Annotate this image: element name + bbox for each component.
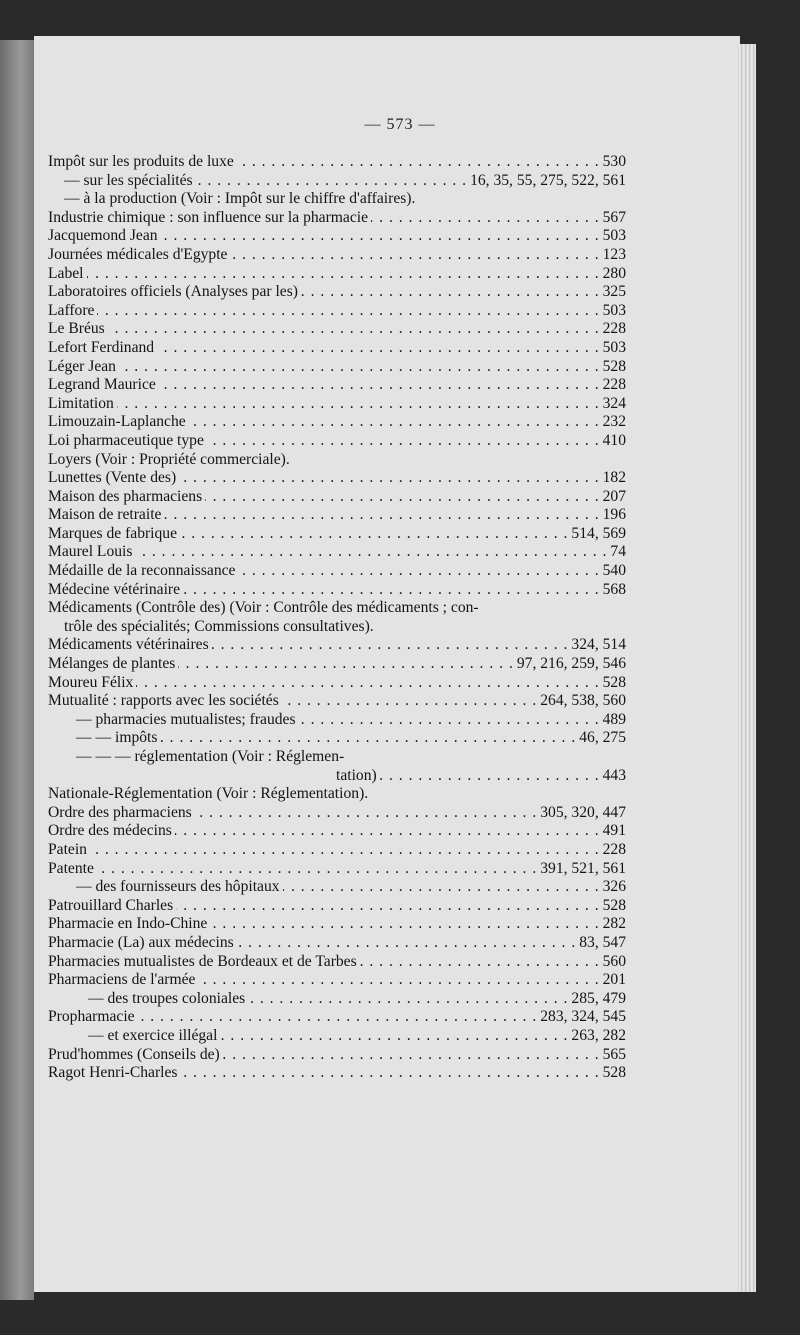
index-entry-text: — pharmacies mutualistes; fraudes — [76, 710, 296, 728]
index-entry — [48, 506, 626, 525]
index-list — [48, 153, 626, 1083]
index-entry — [48, 432, 626, 451]
index-entry — [48, 1046, 626, 1065]
dot-leader — [179, 469, 599, 488]
dot-leader — [189, 413, 600, 432]
dot-leader — [380, 767, 600, 786]
index-entry-text: Lunettes (Vente des) — [48, 469, 177, 487]
index-entry — [48, 1027, 626, 1046]
index-entry-text: Impôt sur les produits de luxe — [48, 153, 234, 170]
index-entry-text: Limitation — [48, 394, 114, 412]
index-entry-text: Industrie chimique : son influence sur la pharmacie — [48, 208, 368, 226]
index-entry-text: Médecine vétérinaire — [48, 580, 181, 598]
index-entry-pages: 123 — [602, 245, 626, 263]
index-entry — [48, 711, 626, 730]
dot-leader — [248, 990, 568, 1009]
index-entry — [48, 283, 626, 302]
index-entry-pages: 207 — [602, 487, 626, 505]
index-entry — [48, 525, 626, 544]
index-entry — [48, 674, 626, 693]
index-entry-pages: 528 — [602, 357, 626, 375]
dot-leader — [180, 525, 568, 544]
index-entry-text: Patrouillard Charles — [48, 896, 174, 914]
index-entry-pages: 528 — [602, 673, 626, 691]
dot-leader — [138, 1008, 538, 1027]
dot-leader — [198, 971, 599, 990]
dot-leader — [136, 674, 599, 693]
index-entry-pages: 283, 324, 545 — [540, 1008, 626, 1026]
index-entry — [48, 1064, 626, 1083]
index-entry-pages: 528 — [602, 896, 626, 914]
dot-leader — [183, 581, 600, 600]
index-entry-text: tation) — [336, 766, 377, 784]
dot-leader — [159, 376, 600, 395]
index-entry-text: — et exercice illégal — [88, 1026, 218, 1044]
index-entry — [48, 971, 626, 990]
index-entry-text: Journées médicales d'Egypte — [48, 245, 228, 263]
dot-leader — [283, 878, 600, 897]
index-entry — [48, 822, 626, 841]
index-entry-pages: 560 — [602, 952, 626, 970]
dot-leader — [90, 841, 600, 860]
dot-leader — [119, 358, 600, 377]
index-entry — [48, 302, 626, 321]
index-entry-text: Marques de fabrique — [48, 524, 178, 542]
index-entry-text: Patein — [48, 840, 87, 858]
index-entry-text: Médaille de la reconnaissance — [48, 562, 236, 580]
index-entry-pages: 391, 521, 561 — [540, 859, 626, 877]
index-entry-pages: 280 — [602, 264, 626, 282]
index-entry — [48, 246, 626, 265]
index-entry-text: Jacquemond Jean — [48, 227, 158, 245]
index-entry-pages: 46, 275 — [579, 729, 626, 747]
index-entry-pages: 182 — [602, 469, 626, 487]
dot-leader — [161, 227, 600, 246]
index-entry-text: — des troupes coloniales — [88, 989, 246, 1007]
index-entry-text: Mutualité : rapports avec les sociétés — [48, 692, 279, 710]
index-entry — [48, 358, 626, 377]
index-entry-text: Ragot Henri-Charles — [48, 1064, 178, 1082]
dot-leader — [301, 283, 600, 302]
index-entry — [48, 636, 626, 655]
index-entry-text: Nationale-Réglementation (Voir : Réglementation). — [48, 785, 369, 803]
dot-leader — [175, 822, 600, 841]
index-entry — [48, 897, 626, 916]
index-entry — [48, 878, 626, 897]
index-entry-text: Laffore — [48, 301, 95, 319]
index-entry-text: — des fournisseurs des hôpitaux — [76, 878, 280, 896]
index-entry — [48, 655, 626, 674]
dot-leader — [157, 339, 600, 358]
index-entry-text: Maurel Louis — [48, 543, 133, 561]
dot-leader — [97, 302, 599, 321]
dot-leader — [160, 729, 576, 748]
index-entry — [48, 172, 626, 191]
index-entry-pages: 503 — [602, 301, 626, 319]
index-entry — [48, 376, 626, 395]
index-entry-text: Pharmaciens de l'armée — [48, 971, 196, 989]
index-entry-text: — — — réglementation (Voir : Réglemen- — [76, 748, 345, 765]
index-entry-text: Pharmacie en Indo-Chine — [48, 915, 208, 933]
index-entry — [48, 451, 626, 470]
dot-leader — [223, 1046, 600, 1065]
dot-leader — [196, 172, 467, 191]
dot-leader — [210, 915, 599, 934]
index-entry-pages: 326 — [602, 878, 626, 896]
dot-leader — [176, 897, 599, 916]
dot-leader — [237, 934, 576, 953]
index-entry-text: Lefort Ferdinand — [48, 338, 155, 356]
dot-leader — [237, 153, 600, 172]
index-entry-pages: 83, 547 — [579, 933, 626, 951]
index-entry-text: Médicaments vétérinaires — [48, 636, 209, 654]
index-entry-text: Limouzain-Laplanche — [48, 413, 186, 431]
dot-leader — [195, 804, 537, 823]
dot-leader — [282, 692, 537, 711]
index-entry — [48, 153, 626, 172]
index-entry-text: Léger Jean — [48, 357, 116, 375]
dot-leader — [117, 395, 600, 414]
index-entry — [48, 729, 626, 748]
index-entry-text: Pharmacies mutualistes de Bordeaux et de Tarbes — [48, 952, 357, 970]
index-entry-pages: 503 — [602, 227, 626, 245]
index-entry — [48, 469, 626, 488]
index-entry-pages: 324 — [602, 394, 626, 412]
index-entry — [48, 543, 626, 562]
dot-leader — [371, 209, 600, 228]
index-entry-text: Le Bréus — [48, 320, 105, 338]
index-entry-text: Maison des pharmaciens — [48, 487, 203, 505]
index-entry — [48, 748, 626, 767]
dot-leader — [207, 432, 600, 451]
dot-leader — [87, 265, 600, 284]
index-entry-pages: 565 — [602, 1045, 626, 1063]
dot-leader — [108, 320, 600, 339]
index-entry-pages: 264, 538, 560 — [540, 692, 626, 710]
index-entry — [48, 618, 626, 637]
index-entry-text: Prud'hommes (Conseils de) — [48, 1045, 220, 1063]
index-entry-text: Label — [48, 264, 84, 282]
index-entry-pages: 540 — [602, 562, 626, 580]
index-entry — [48, 581, 626, 600]
index-entry-pages: 514, 569 — [571, 524, 626, 542]
index-entry — [48, 934, 626, 953]
index-entry — [48, 395, 626, 414]
index-entry — [48, 339, 626, 358]
index-entry-text: Ordre des pharmaciens — [48, 803, 192, 821]
index-entry-pages: 567 — [602, 208, 626, 226]
index-entry — [48, 767, 626, 786]
index-entry — [48, 320, 626, 339]
index-entry-text: Legrand Maurice — [48, 376, 156, 394]
index-entry — [48, 953, 626, 972]
index-entry — [48, 562, 626, 581]
page-number: — 573 — — [364, 116, 436, 133]
index-entry — [48, 785, 626, 804]
index-entry-pages: 16, 35, 55, 275, 522, 561 — [470, 171, 626, 189]
index-entry-pages: 228 — [602, 840, 626, 858]
index-entry-text: — sur les spécialités — [64, 171, 193, 189]
facing-page-edge — [0, 40, 34, 1300]
index-entry — [48, 804, 626, 823]
dot-leader — [205, 488, 599, 507]
index-entry-pages: 324, 514 — [571, 636, 626, 654]
index-entry — [48, 599, 626, 618]
index-entry-pages: 196 — [602, 506, 626, 524]
dot-leader — [180, 1064, 599, 1083]
index-entry-text: Patente — [48, 859, 94, 877]
index-entry-text: trôle des spécialités; Commissions consultatives). — [64, 617, 374, 635]
dot-leader — [360, 953, 600, 972]
dot-leader — [220, 1027, 568, 1046]
index-entry-pages: 528 — [602, 1064, 626, 1082]
index-entry-pages: 568 — [602, 580, 626, 598]
index-entry-pages: 325 — [602, 283, 626, 301]
dot-leader — [97, 860, 537, 879]
index-entry — [48, 1008, 626, 1027]
index-entry-pages: 489 — [602, 710, 626, 728]
index-entry-pages: 530 — [602, 153, 626, 170]
index-entry-text: Loi pharmaceutique type — [48, 431, 204, 449]
index-entry-pages: 228 — [602, 376, 626, 394]
index-entry-pages: 232 — [602, 413, 626, 431]
index-entry-pages: 228 — [602, 320, 626, 338]
dot-leader — [299, 711, 600, 730]
index-entry-text: Médicaments (Contrôle des) (Voir : Contrôle des médicaments ; con- — [48, 599, 479, 617]
index-entry — [48, 209, 626, 228]
index-entry-pages: 282 — [602, 915, 626, 933]
index-entry-pages: 503 — [602, 338, 626, 356]
index-entry — [48, 860, 626, 879]
index-entry — [48, 265, 626, 284]
index-entry — [48, 915, 626, 934]
index-entry-text: Laboratoires officiels (Analyses par les) — [48, 283, 298, 301]
index-entry-pages: 263, 282 — [571, 1026, 626, 1044]
index-entry — [48, 990, 626, 1009]
index-entry-pages: 74 — [610, 543, 626, 561]
index-entry-text: Ordre des médecins — [48, 822, 172, 840]
page-stack-edge — [738, 44, 756, 1292]
index-entry — [48, 413, 626, 432]
index-entry — [48, 227, 626, 246]
dot-leader — [230, 246, 599, 265]
index-entry-text: Pharmacie (La) aux médecins — [48, 933, 234, 951]
index-entry — [48, 841, 626, 860]
index-entry-pages: 97, 216, 259, 546 — [516, 655, 626, 673]
dot-leader — [164, 506, 599, 525]
dot-leader — [212, 636, 569, 655]
index-entry — [48, 190, 626, 209]
index-entry-pages: 410 — [602, 431, 626, 449]
index-entry-text: Loyers (Voir : Propriété commerciale). — [48, 450, 290, 468]
dot-leader — [135, 543, 607, 562]
dot-leader — [238, 562, 599, 581]
index-entry-pages: 443 — [602, 766, 626, 784]
index-entry-pages: 305, 320, 447 — [540, 803, 626, 821]
index-entry — [48, 692, 626, 711]
index-entry-text: — à la production (Voir : Impôt sur le chiffre d'affaires). — [64, 190, 416, 208]
index-entry — [48, 488, 626, 507]
index-entry-pages: 201 — [602, 971, 626, 989]
index-entry-pages: 285, 479 — [571, 989, 626, 1007]
index-entry-text: Mélanges de plantes — [48, 655, 176, 673]
index-entry-text: Propharmacie — [48, 1008, 135, 1026]
index-entry-text: Moureu Félix — [48, 673, 134, 691]
index-entry-text: — — impôts — [76, 729, 158, 747]
index-entry-text: Maison de retraite — [48, 506, 162, 524]
dot-leader — [178, 655, 514, 674]
index-entry-pages: 491 — [602, 822, 626, 840]
